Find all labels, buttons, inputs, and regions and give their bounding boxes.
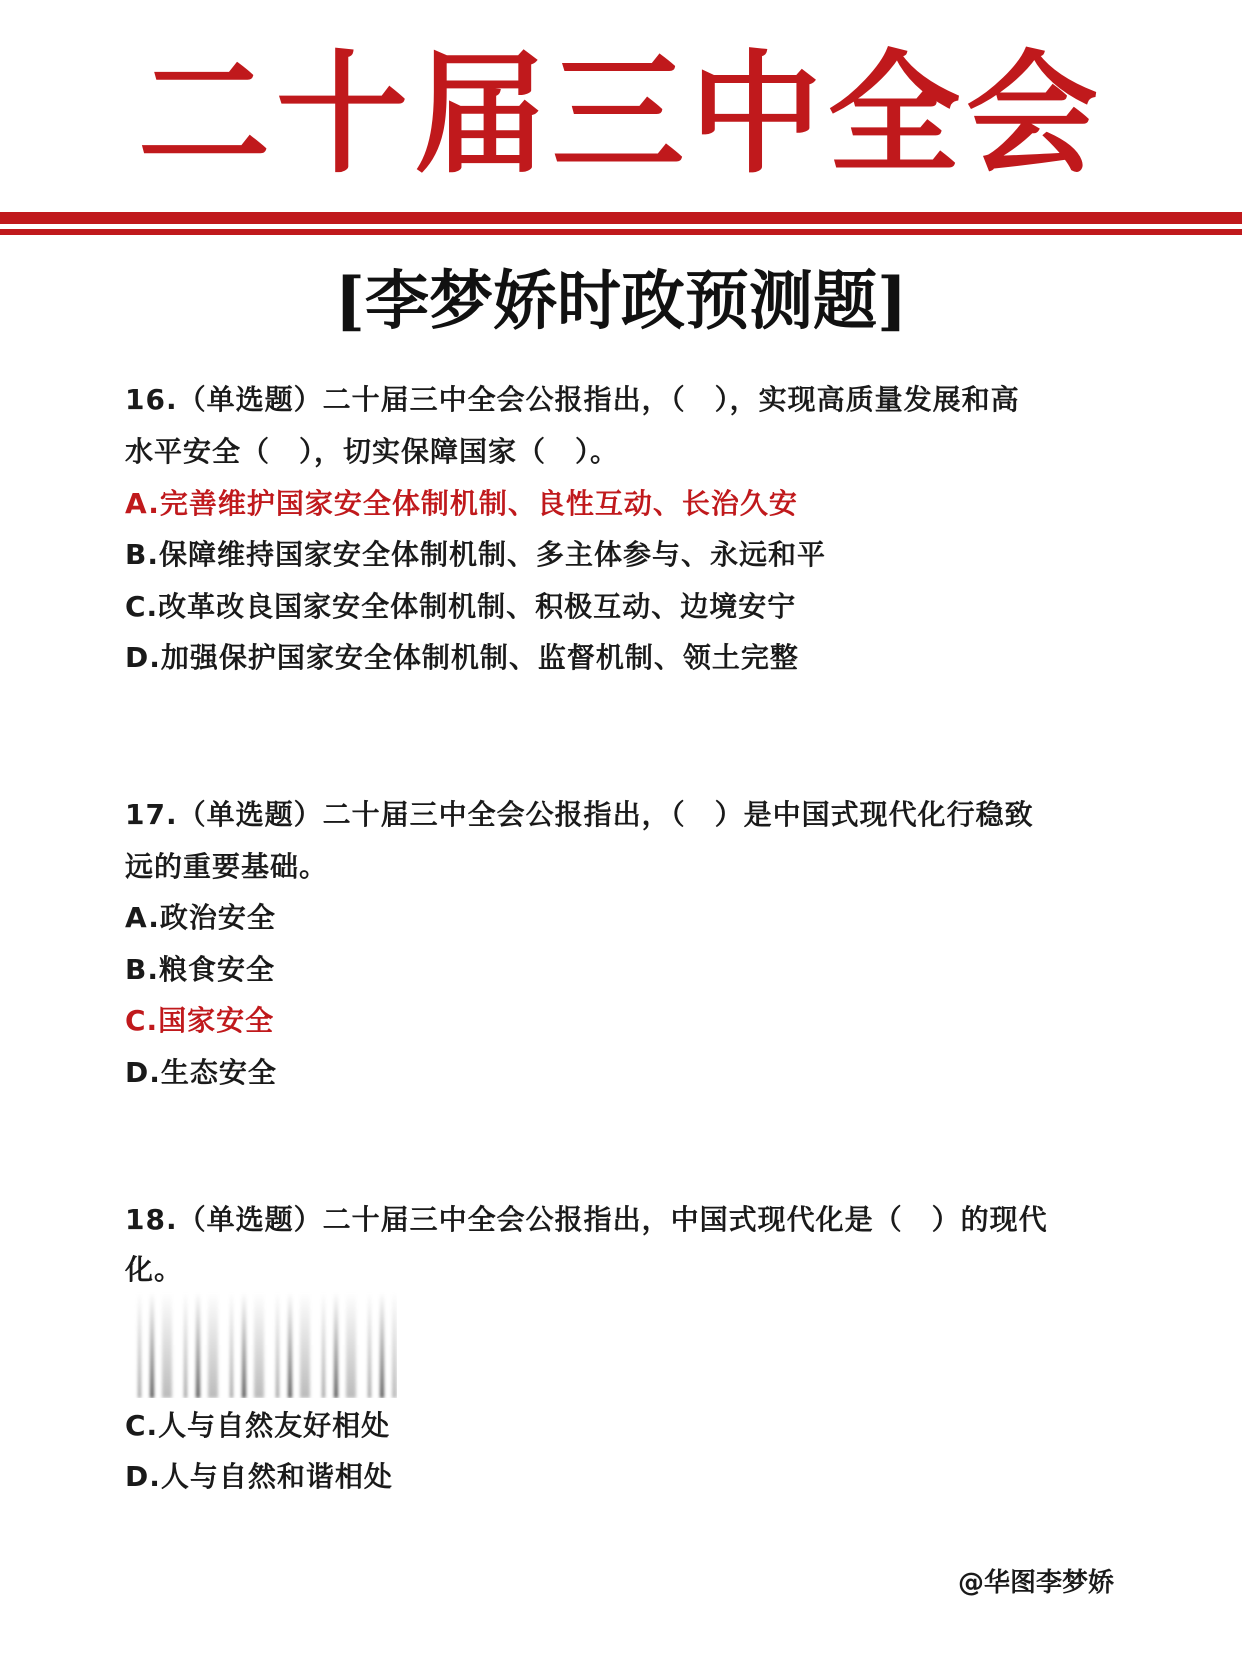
question-stem: 远的重要基础。 <box>125 850 329 883</box>
subtitle: [李梦娇时政预测题] <box>334 264 908 339</box>
question-stem: 18.（单选题）二十届三中全会公报指出，中国式现代化是（ ）的现代 <box>125 1203 1048 1236</box>
option-b: B.保障维持国家安全体制机制、多主体参与、永远和平 <box>125 538 826 571</box>
option-d: D.加强保护国家安全体制机制、监督机制、领土完整 <box>125 641 799 674</box>
option-c-answer: C.国家安全 <box>125 1004 275 1037</box>
divider-thick <box>0 212 1242 224</box>
banner-title: 二十届三中全会 <box>138 38 1104 192</box>
option-d: D.生态安全 <box>125 1056 277 1089</box>
question-stem: 17.（单选题）二十届三中全会公报指出，（ ）是中国式现代化行稳致 <box>125 798 1034 831</box>
question-stem: 16.（单选题）二十届三中全会公报指出，（ ），实现高质量发展和高 <box>125 383 1020 416</box>
question-stem: 水平安全（ ），切实保障国家（ ）。 <box>125 435 620 468</box>
option-d: D.人与自然和谐相处 <box>125 1460 393 1493</box>
question-stem: 化。 <box>125 1253 184 1286</box>
option-c: C.人与自然友好相处 <box>125 1409 391 1442</box>
option-b: B.粮食安全 <box>125 953 275 986</box>
option-a-answer: A.完善维护国家安全体制机制、良性互动、长治久安 <box>125 487 798 520</box>
divider-thin <box>0 229 1242 235</box>
option-a: A.政治安全 <box>125 901 276 934</box>
watermark: @华图李梦娇 <box>957 1568 1114 1598</box>
blurred-options-overlay <box>132 1292 397 1398</box>
option-c: C.改革改良国家安全体制机制、积极互动、边境安宁 <box>125 590 797 623</box>
